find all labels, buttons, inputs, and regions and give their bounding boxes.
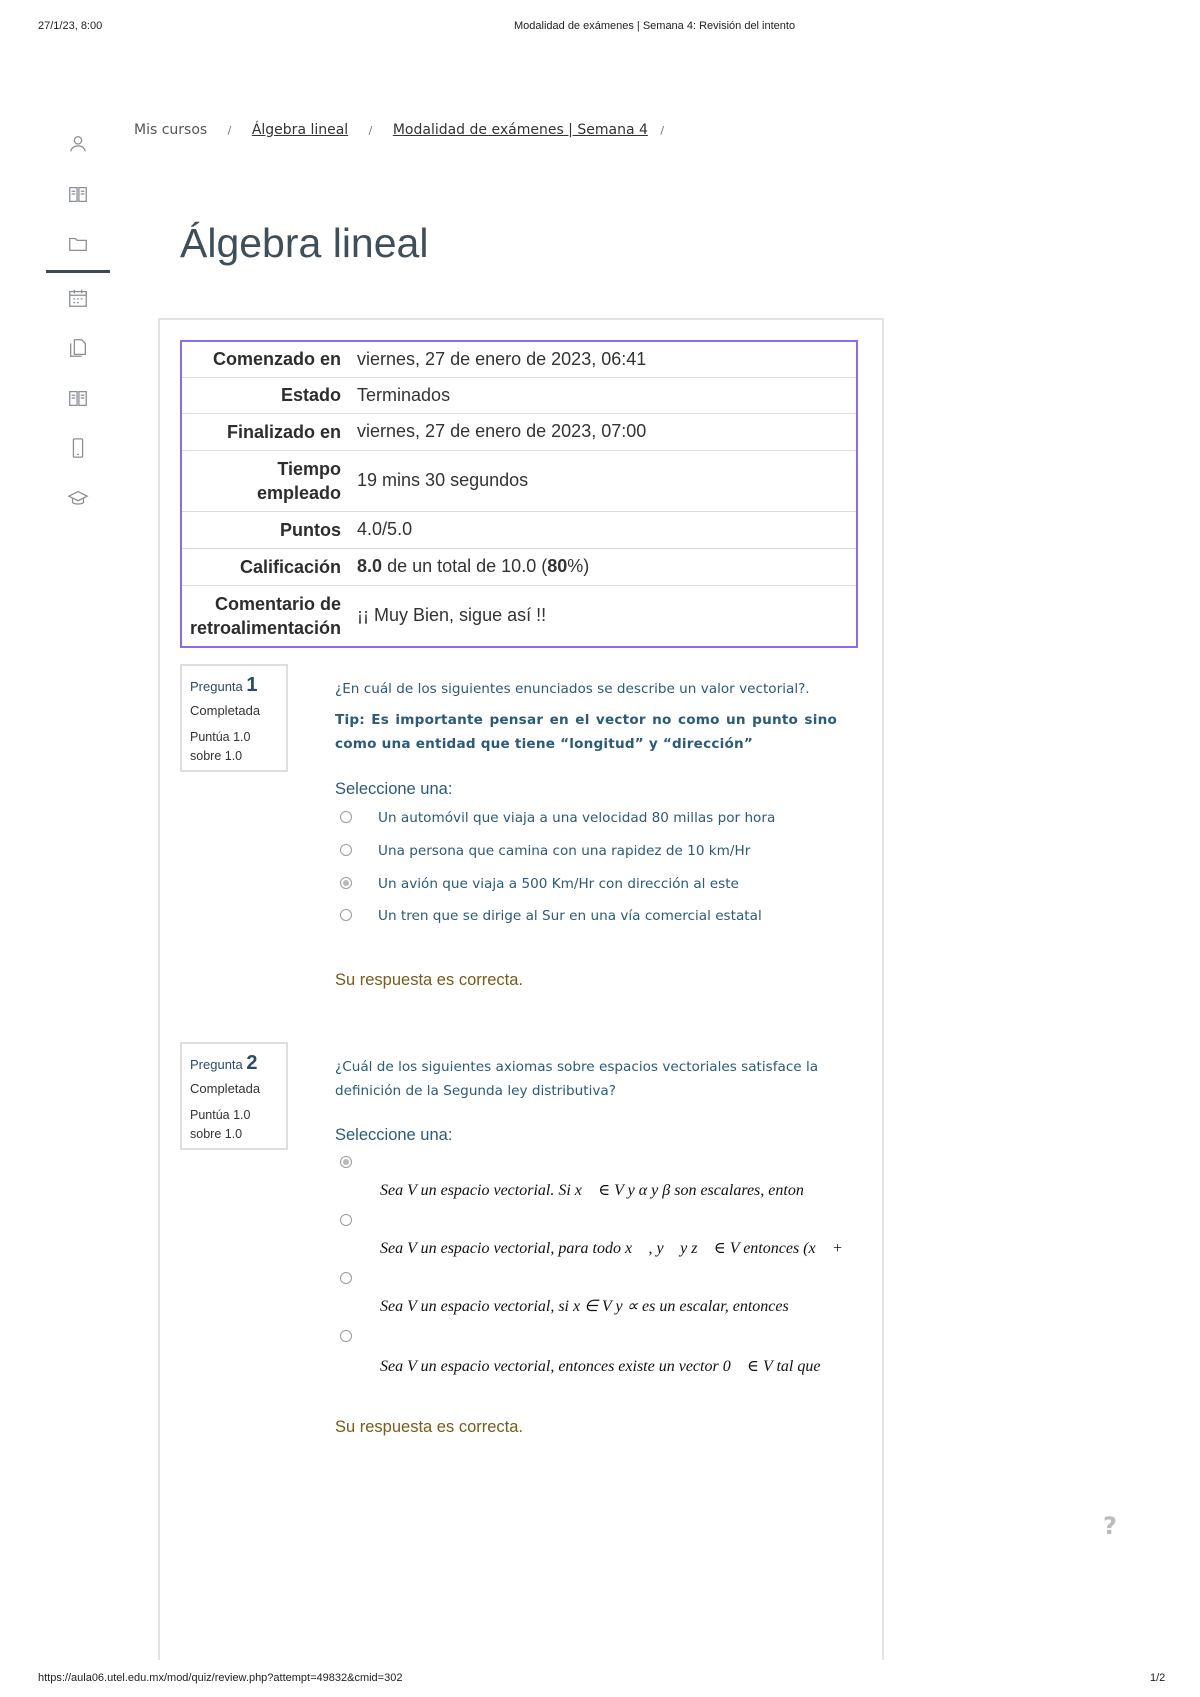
question-text: ¿En cuál de los siguientes enunciados se describe un valor vectorial?. bbox=[335, 681, 810, 697]
book-open-icon[interactable] bbox=[46, 378, 110, 418]
summary-row-started bbox=[181, 341, 857, 377]
answer-feedback: Su respuesta es correcta. bbox=[335, 1418, 524, 1436]
question-grade: Puntúa 1.0 sobre 1.0 bbox=[190, 1108, 251, 1141]
mobile-icon[interactable] bbox=[46, 428, 110, 468]
summary-label: Comentario de retroalimentación bbox=[181, 585, 349, 647]
question-state: Completada bbox=[190, 703, 261, 718]
answer-option[interactable]: Un automóvil que viaja a una velocidad 80 millas por hora bbox=[378, 810, 776, 826]
radio-button[interactable] bbox=[340, 909, 352, 921]
summary-value: 4.0/5.0 bbox=[349, 511, 857, 548]
summary-row-points bbox=[181, 511, 857, 548]
summary-label: Calificación bbox=[181, 548, 349, 585]
folder-icon[interactable] bbox=[46, 224, 110, 264]
answer-radio[interactable] bbox=[340, 1330, 352, 1342]
summary-label: Puntos bbox=[181, 511, 349, 548]
answer-option[interactable]: Un tren que se dirige al Sur en una vía comercial estatal bbox=[378, 908, 762, 924]
summary-label: Tiempo empleado bbox=[181, 450, 349, 511]
answer-radio[interactable] bbox=[340, 1214, 352, 1226]
radio-button-selected[interactable] bbox=[340, 1156, 352, 1168]
radio-button[interactable] bbox=[340, 811, 352, 823]
files-icon[interactable] bbox=[46, 328, 110, 368]
question-label: Pregunta bbox=[190, 679, 243, 694]
summary-row-time bbox=[181, 450, 857, 511]
grade-mid: de un total de 10.0 ( bbox=[387, 556, 548, 576]
radio-button[interactable] bbox=[340, 844, 352, 856]
question-state: Completada bbox=[190, 1081, 261, 1096]
question-tip: Tip: Es importante pensar en el vector no como un punto sino como una entidad que tiene “longitud” y “dirección” bbox=[335, 712, 837, 752]
summary-value: 19 mins 30 segundos bbox=[349, 450, 857, 511]
select-prompt: Seleccione una: bbox=[335, 1126, 453, 1144]
rail-active-indicator bbox=[46, 270, 110, 273]
summary-row-finished bbox=[181, 413, 857, 450]
user-icon[interactable] bbox=[46, 124, 110, 164]
summary-label: Comenzado en bbox=[213, 349, 342, 370]
breadcrumb-separator: / bbox=[368, 124, 373, 137]
breadcrumb-my-courses[interactable]: Mis cursos bbox=[134, 122, 208, 138]
grade-percent: 80 bbox=[547, 556, 568, 576]
print-page-number: 1/2 bbox=[1150, 1672, 1166, 1684]
answer-radio[interactable] bbox=[340, 1156, 352, 1168]
answer-radio[interactable] bbox=[340, 877, 352, 889]
question-info-2 bbox=[180, 1042, 288, 1150]
question-info-1 bbox=[180, 664, 288, 772]
summary-row-feedback bbox=[181, 585, 857, 647]
summary-value: viernes, 27 de enero de 2023, 06:41 bbox=[357, 348, 647, 369]
summary-label: Estado bbox=[181, 377, 349, 413]
print-title: Modalidad de exámenes | Semana 4: Revisión del intento bbox=[514, 20, 796, 32]
book-icon[interactable] bbox=[46, 174, 110, 214]
breadcrumb-course[interactable]: Álgebra lineal bbox=[251, 122, 349, 138]
calendar-icon[interactable] bbox=[46, 278, 110, 318]
breadcrumb-separator: / bbox=[227, 124, 232, 137]
question-label: Pregunta bbox=[190, 1057, 243, 1072]
answer-option[interactable]: Sea V un espacio vectorial, si x ∈ V y ∝ es un escalar, entonces bbox=[380, 1298, 789, 1315]
breadcrumb-quiz[interactable]: Modalidad de exámenes | Semana 4 bbox=[392, 122, 648, 138]
answer-radio[interactable] bbox=[340, 811, 352, 823]
print-datetime: 27/1/23, 8:00 bbox=[38, 20, 103, 32]
summary-value: viernes, 27 de enero de 2023, 07:00 bbox=[349, 413, 857, 450]
graduation-cap-icon[interactable] bbox=[46, 478, 110, 518]
grade-end: %) bbox=[567, 556, 590, 576]
question-text: ¿Cuál de los siguientes axiomas sobre espacios vectoriales satisface la definición de la Segunda ley distributiva? bbox=[335, 1059, 819, 1099]
answer-radio[interactable] bbox=[340, 1272, 352, 1284]
breadcrumb bbox=[134, 122, 680, 138]
summary-row-grade bbox=[181, 548, 857, 585]
answer-option-selected[interactable]: Un avión que viaja a 500 Km/Hr con dirección al este bbox=[378, 876, 739, 892]
select-prompt: Seleccione una: bbox=[335, 780, 453, 798]
summary-label: Finalizado en bbox=[181, 413, 349, 450]
print-url: https://aula06.utel.edu.mx/mod/quiz/review.php?attempt=49832&cmid=302 bbox=[38, 1672, 403, 1684]
radio-button[interactable] bbox=[340, 1272, 352, 1284]
radio-button[interactable] bbox=[340, 1330, 352, 1342]
page-title: Álgebra lineal bbox=[180, 220, 429, 266]
radio-button-selected[interactable] bbox=[340, 877, 352, 889]
summary-value bbox=[349, 548, 857, 585]
answer-radio[interactable] bbox=[340, 844, 352, 856]
answer-option[interactable]: Sea V un espacio vectorial, entonces existe un vector 0⃗ ∈ V tal que bbox=[380, 1358, 821, 1375]
summary-value: Terminados bbox=[349, 377, 857, 413]
answer-option-selected[interactable]: Sea V un espacio vectorial. Si x⃗ ∈ V y α y β son escalares, enton bbox=[380, 1182, 804, 1199]
summary-row-state bbox=[181, 377, 857, 413]
question-number-value: 2 bbox=[246, 1052, 258, 1074]
summary-value: ¡¡ Muy Bien, sigue así !! bbox=[349, 585, 857, 647]
attempt-summary-table bbox=[180, 340, 858, 648]
question-number bbox=[190, 1052, 278, 1075]
question-grade: Puntúa 1.0 sobre 1.0 bbox=[190, 730, 251, 763]
grade-score: 8.0 bbox=[357, 556, 383, 576]
radio-button[interactable] bbox=[340, 1214, 352, 1226]
answer-radio[interactable] bbox=[340, 909, 352, 921]
breadcrumb-separator: / bbox=[660, 124, 665, 137]
answer-feedback: Su respuesta es correcta. bbox=[335, 971, 524, 989]
question-number-value: 1 bbox=[246, 674, 258, 696]
help-icon[interactable]: ? bbox=[1103, 1512, 1117, 1540]
answer-option[interactable]: Una persona que camina con una rapidez de 10 km/Hr bbox=[378, 843, 751, 859]
question-number bbox=[190, 674, 278, 697]
answer-option[interactable]: Sea V un espacio vectorial, para todo x⃗ , y⃗ y z⃗ ∈ V entonces (x⃗ + bbox=[380, 1240, 843, 1257]
